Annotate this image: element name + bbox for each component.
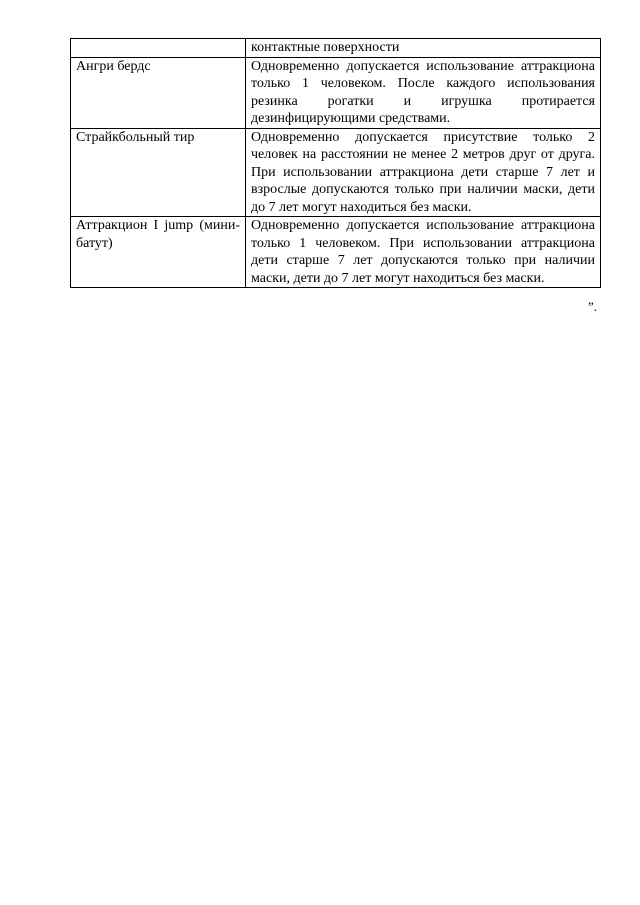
table-row — [71, 128, 601, 217]
table-row — [71, 57, 601, 128]
attraction-name-cell: Страйкбольный тир — [71, 128, 246, 217]
attraction-rule-cell: Одновременно допускается использование аттракциона только 1 человеком. При использовании аттракциона дети старше 7 лет допускаются только при наличии маски, дети до 7 лет могут находиться без маски. — [246, 217, 601, 288]
attraction-rule-cell: Одновременно допускается использование аттракциона только 1 человеком. После каждого использования резинка рогатки и игрушка протирается дезинфицирующими средствами. — [246, 57, 601, 128]
attraction-name-cell — [71, 39, 246, 58]
closing-quote-mark: ”. — [588, 299, 598, 314]
attraction-rule-cell: Одновременно допускается присутствие только 2 человек на расстоянии не менее 2 метров друг от друга. При использовании аттракциона дети старше 7 лет и взрослые допускаются только при наличии маски, дети до 7 лет могут находиться без маски. — [246, 128, 601, 217]
attractions-rules-table — [70, 38, 601, 288]
attraction-name-cell: Аттракцион I jump (мини-батут) — [71, 217, 246, 288]
table-row — [71, 217, 601, 288]
table-row — [71, 39, 601, 58]
attraction-rule-cell: контактные поверхности — [246, 39, 601, 58]
attraction-name-cell: Ангри бердс — [71, 57, 246, 128]
